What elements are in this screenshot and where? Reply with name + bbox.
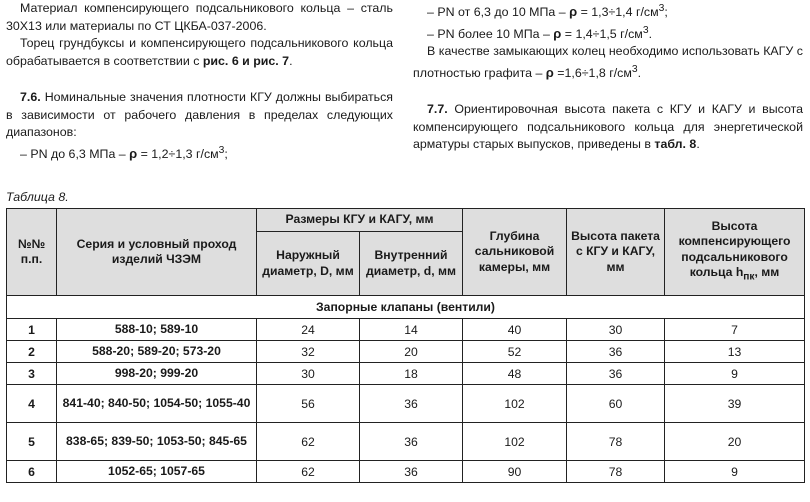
table-body: [7, 296, 805, 483]
cell-inner-diameter: 36: [360, 461, 463, 483]
cell-ring-height: 9: [665, 461, 805, 483]
cell-inner-diameter: 36: [360, 385, 463, 423]
density-range: = 1,2÷1,3 г/см: [137, 146, 219, 161]
cell-outer-diameter: 62: [257, 461, 360, 483]
cell-depth: 102: [463, 423, 567, 461]
cell-inner-diameter: 20: [360, 341, 463, 363]
cell-inner-diameter: 14: [360, 319, 463, 341]
cell-ring-height: 13: [665, 341, 805, 363]
table-caption: Таблица 8.: [6, 190, 69, 204]
cell-num: 6: [7, 461, 57, 483]
rho-symbol: ρ: [553, 25, 562, 41]
text-pn-6-10: – PN от 6,3 до 10 МПа –: [427, 5, 570, 20]
header-ring-height: [665, 209, 805, 296]
superscript: 3: [631, 63, 638, 75]
right-text-column: [413, 0, 803, 154]
table-row: [7, 461, 805, 483]
cell-pack-height: 36: [567, 341, 665, 363]
cell-pack-height: 78: [567, 423, 665, 461]
cell-depth: 102: [463, 385, 567, 423]
paragraph-pn-6-10: [413, 0, 803, 22]
header-ring-unit: , мм: [754, 265, 780, 280]
cell-pack-height: 78: [567, 461, 665, 483]
table-row: [7, 319, 805, 341]
cell-ring-height: 9: [665, 363, 805, 385]
superscript: 3: [658, 3, 665, 14]
header-ring-subscript: пк: [743, 271, 755, 283]
cell-series: 588-20; 589-20; 573-20: [57, 341, 257, 363]
cell-depth: 40: [463, 319, 567, 341]
rho-symbol: ρ: [545, 64, 554, 80]
text-pn-63: – PN до 6,3 МПа –: [20, 146, 130, 161]
left-text-column: [6, 0, 393, 163]
punct: ;: [664, 5, 668, 20]
header-pack-height: Высота пакета с КГУ и КАГУ, мм: [567, 209, 665, 296]
cell-ring-height: 7: [665, 319, 805, 341]
cell-num: 5: [7, 423, 57, 461]
paragraph-closing-rings: [413, 43, 803, 82]
header-num: №№ п.п.: [7, 209, 57, 296]
cell-num: 2: [7, 341, 57, 363]
superscript: 3: [218, 144, 225, 156]
cell-pack-height: 60: [567, 385, 665, 423]
cell-num: 4: [7, 385, 57, 423]
text-7-7: Ориентировочная высота пакета с КГУ и КАГУ и высота компенсирующего подсальникового кольца для энергетической арматуры старых выпусков, приведены в: [413, 102, 803, 152]
punct: .: [696, 137, 700, 152]
paragraph-7-7: [413, 101, 803, 154]
cell-num: 1: [7, 319, 57, 341]
density-range: = 1,4÷1,5 г/см: [561, 26, 643, 41]
cell-series: 588-10; 589-10: [57, 319, 257, 341]
cell-inner-diameter: 36: [360, 423, 463, 461]
punct: .: [637, 65, 642, 80]
cell-series: 838-65; 839-50; 1053-50; 845-65: [57, 423, 257, 461]
specs-table: [6, 208, 805, 483]
cell-ring-height: 39: [665, 385, 805, 423]
cell-outer-diameter: 32: [257, 341, 360, 363]
paragraph-pn-10: [413, 22, 803, 44]
text-7-6: Номинальные значения плотности КГУ должны выбираться в зависимости от рабочего давления в пределах следующих диапазонов:: [6, 90, 393, 139]
cell-series: 1052-65; 1057-65: [57, 461, 257, 483]
header-series: Серия и условный проход изделий ЧЗЭМ: [57, 209, 257, 296]
text-material: Материал компенсирующего подсальникового кольца – сталь 30Х13 или материалы по СТ ЦКБА-037-2006.: [6, 1, 393, 33]
density-range: =1,6÷1,8 г/см: [553, 65, 632, 80]
punct: .: [648, 26, 653, 41]
cell-depth: 52: [463, 341, 567, 363]
paragraph-pn-63: [6, 142, 393, 164]
rho-symbol: ρ: [129, 145, 138, 161]
text-pn-10: – PN более 10 МПа –: [427, 26, 554, 41]
cell-series: 998-20; 999-20: [57, 363, 257, 385]
cell-depth: 48: [463, 363, 567, 385]
paragraph-gland-face: [6, 35, 393, 70]
cell-outer-diameter: 62: [257, 423, 360, 461]
table-row: [7, 423, 805, 461]
table-header: [7, 209, 805, 296]
table-ref[interactable]: табл. 8: [654, 137, 697, 152]
cell-outer-diameter: 24: [257, 319, 360, 341]
cell-outer-diameter: 56: [257, 385, 360, 423]
cell-pack-height: 36: [567, 363, 665, 385]
cell-pack-height: 30: [567, 319, 665, 341]
punct: ;: [224, 146, 228, 161]
text-closing-rings: В качестве замыкающих колец необходимо использовать КАГУ с плотностью графита –: [413, 44, 803, 80]
paragraph-material: [6, 0, 393, 35]
cell-inner-diameter: 18: [360, 363, 463, 385]
header-depth: Глубина сальниковой камеры, мм: [463, 209, 567, 296]
section-number-7-7: 7.7.: [427, 102, 448, 117]
table-row: [7, 363, 805, 385]
cell-num: 3: [7, 363, 57, 385]
cell-depth: 90: [463, 461, 567, 483]
rho-symbol: ρ: [569, 4, 578, 20]
superscript: 3: [642, 24, 649, 36]
section-number-7-6: 7.6.: [20, 90, 41, 104]
header-inner-diameter: Внутренний диаметр, d, мм: [360, 232, 463, 296]
text-gland-face: Торец грундбуксы и компенсирующего подсальникового кольца обрабатывается в соответствии с: [6, 36, 393, 68]
section-row: Запорные клапаны (вентили): [7, 296, 805, 319]
cell-ring-height: 20: [665, 423, 805, 461]
cell-series: 841-40; 840-50; 1054-50; 1055-40: [57, 385, 257, 423]
density-range: = 1,3÷1,4 г/см: [577, 5, 659, 20]
header-sizes-group: Размеры КГУ и КАГУ, мм: [257, 209, 463, 232]
cell-outer-diameter: 30: [257, 363, 360, 385]
paragraph-7-6: [6, 89, 393, 142]
header-ring-text: Высота компенсирующего подсальникового кольца h: [678, 218, 791, 280]
header-outer-diameter: Наружный диаметр, D, мм: [257, 232, 360, 296]
punct: .: [289, 53, 293, 68]
figure-ref[interactable]: рис. 6 и рис. 7: [202, 53, 290, 68]
table-row: [7, 341, 805, 363]
table-row: [7, 385, 805, 423]
